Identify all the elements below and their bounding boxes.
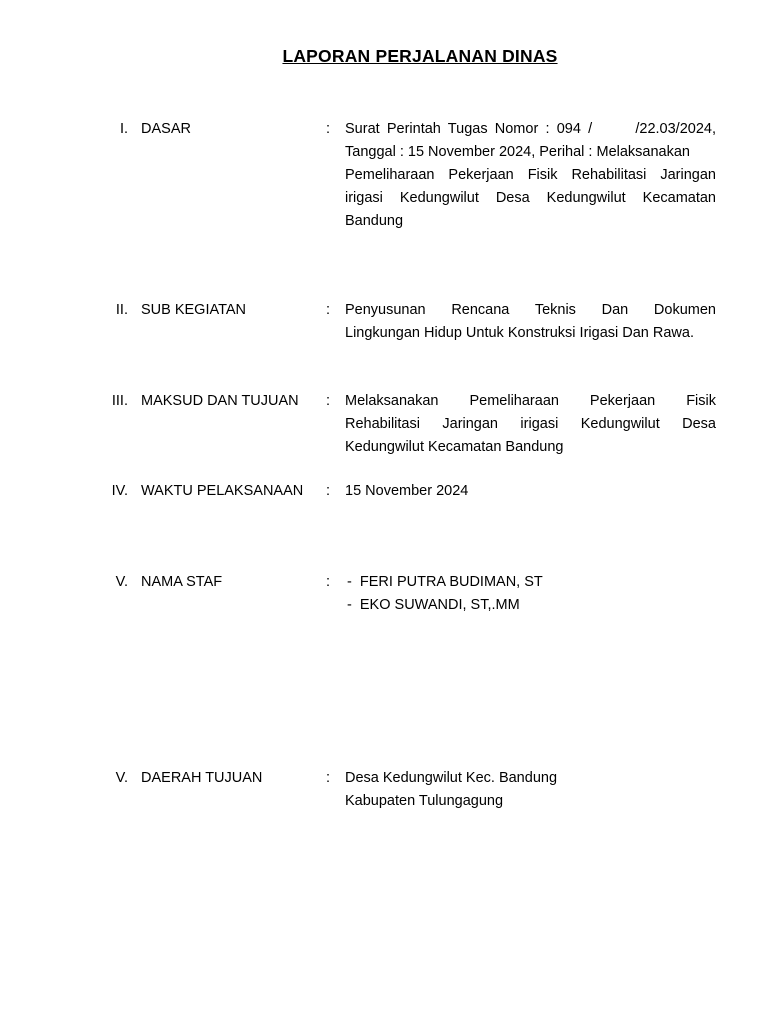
- section-content: [345, 767, 716, 813]
- section-label: NAMA STAF: [141, 574, 223, 590]
- section-number: IV.: [111, 483, 128, 499]
- section-number: III.: [111, 393, 128, 409]
- section-label: DAERAH TUJUAN: [141, 770, 263, 786]
- section-label: WAKTU PELAKSANAAN: [141, 483, 304, 499]
- content-line: irigasi Kedungwilut Desa Kedungwilut Kecamatan: [345, 190, 716, 206]
- section-colon: :: [326, 393, 331, 409]
- staff-item: - EKO SUWANDI, ST,.MM: [347, 597, 520, 613]
- section-number: V.: [115, 770, 128, 786]
- section-colon: :: [326, 302, 331, 318]
- content-line: Kabupaten Tulungagung: [345, 793, 504, 809]
- staff-item: - FERI PUTRA BUDIMAN, ST: [347, 574, 543, 590]
- section-colon: :: [326, 483, 331, 499]
- content-line: Tanggal : 15 November 2024, Perihal : Melaksanakan: [345, 144, 690, 160]
- section-label: DASAR: [141, 121, 191, 137]
- content-line: Pemeliharaan Pekerjaan Fisik Rehabilitasi Jaringan: [345, 167, 716, 183]
- section-colon: :: [326, 770, 331, 786]
- section-label: SUB KEGIATAN: [141, 302, 247, 318]
- content-line: Melaksanakan Pemeliharaan Pekerjaan Fisik: [345, 393, 716, 409]
- content-line: Rehabilitasi Jaringan irigasi Kedungwilut Desa: [345, 416, 716, 432]
- content-line: Desa Kedungwilut Kec. Bandung: [345, 770, 558, 786]
- section-content: [345, 118, 716, 233]
- section-content: [345, 480, 716, 503]
- content-line: Kedungwilut Kecamatan Bandung: [345, 439, 564, 455]
- section-content: [345, 299, 716, 345]
- section-colon: :: [326, 121, 331, 137]
- section-colon: :: [326, 574, 331, 590]
- section-label: MAKSUD DAN TUJUAN: [141, 393, 299, 409]
- section-number: II.: [115, 302, 128, 318]
- content-line: Penyusunan Rencana Teknis Dan Dokumen: [345, 302, 716, 318]
- content-line: Surat Perintah Tugas Nomor : 094 / /22.03/2024,: [345, 121, 716, 137]
- document-title: LAPORAN PERJALANAN DINAS: [282, 46, 558, 66]
- section-number: I.: [119, 121, 128, 137]
- section-content: [347, 571, 718, 617]
- section-number: V.: [115, 574, 128, 590]
- content-line: Bandung: [345, 213, 404, 229]
- content-line: Lingkungan Hidup Untuk Konstruksi Irigasi Dan Rawa.: [345, 325, 694, 341]
- content-line: 15 November 2024: [345, 483, 469, 499]
- section-content: [345, 390, 716, 459]
